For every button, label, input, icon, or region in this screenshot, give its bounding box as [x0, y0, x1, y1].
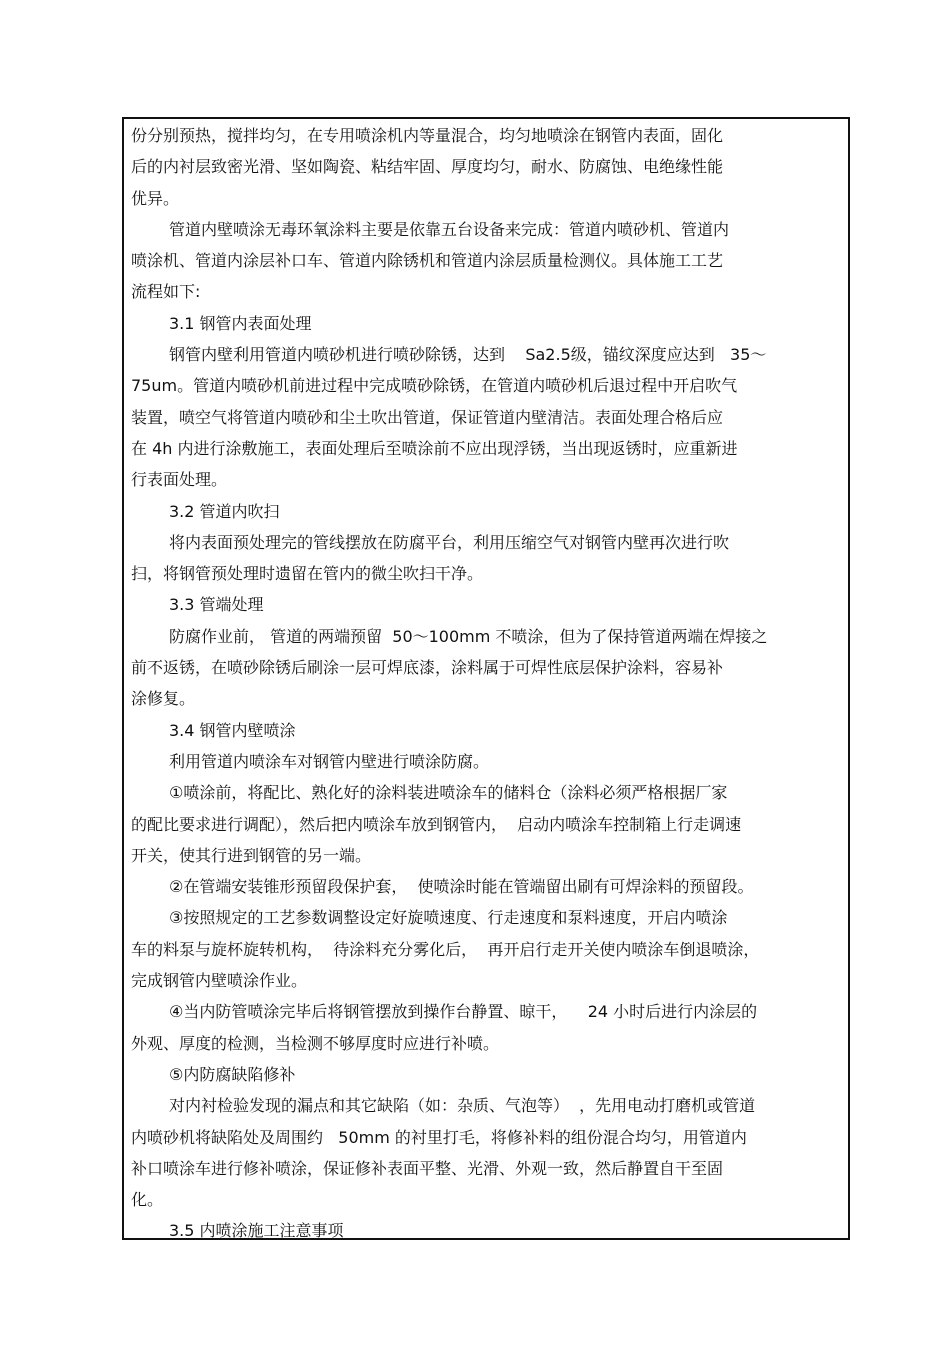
paragraph-start: 将内表面预处理完的管线摆放在防腐平台，利用压缩空气对钢管内壁再次进行吹 [169, 532, 730, 552]
section-heading: 3.1 钢管内表面处理 [169, 313, 312, 333]
paragraph-start: 钢管内壁利用管道内喷砂机进行喷砂除锈，达到 Sa2.5级，锚纹深度应达到 35～ [169, 345, 767, 365]
body-line: 外观、厚度的检测，当检测不够厚度时应进行补喷。 [131, 1033, 500, 1053]
section-heading: 3.4 钢管内壁喷涂 [169, 720, 296, 740]
body-line: 化。 [131, 1190, 164, 1210]
body-line: 车的料泵与旋杯旋转机构， 待涂料充分雾化后， 再开启行走开关使内喷涂车倒退喷涂， [131, 939, 760, 959]
paragraph-start: ①喷涂前，将配比、熟化好的涂料装进喷涂车的储料仓（涂料必须严格根据厂家 [169, 783, 728, 803]
body-line: 完成钢管内壁喷涂作业。 [131, 971, 308, 991]
body-line: 份分别预热，搅拌均匀，在专用喷涂机内等量混合，均匀地喷涂在钢管内表面，固化 [131, 126, 724, 145]
paragraph-start: 利用管道内喷涂车对钢管内壁进行喷涂防腐。 [169, 751, 490, 771]
body-line: 喷涂机、管道内涂层补口车、管道内除锈机和管道内涂层质量检测仪。具体施工工艺 [131, 251, 724, 271]
body-line: 后的内衬层致密光滑、坚如陶瓷、粘结牢固、厚度均匀，耐水、防腐蚀、电绝缘性能 [131, 157, 724, 177]
paragraph-start: 对内衬检验发现的漏点和其它缺陷（如：杂质、气泡等） ，先用电动打磨机或管道 [169, 1096, 756, 1116]
body-line: 的配比要求进行调配），然后把内喷涂车放到钢管内， 启动内喷涂车控制箱上行走调速 [131, 814, 742, 834]
body-line: 装置，喷空气将管道内喷砂和尘土吹出管道，保证管道内壁清洁。表面处理合格后应 [131, 407, 724, 427]
paragraph-start: ④当内防管喷涂完毕后将钢管摆放到操作台静置、晾干， 24 小时后进行内涂层的 [169, 1002, 758, 1022]
body-line: 流程如下: [131, 282, 201, 302]
paragraph-start: 防腐作业前， 管道的两端预留 50～100mm 不喷涂，但为了保持管道两端在焊接之 [169, 626, 768, 646]
body-line: 内喷砂机将缺陷处及周围约 50mm 的衬里打毛，将修补料的组份混合均匀，用管道内 [131, 1127, 747, 1147]
body-line: 75um。管道内喷砂机前进过程中完成喷砂除锈，在管道内喷砂机后退过程中开启吹气 [131, 376, 738, 396]
section-heading: 3.2 管道内吹扫 [169, 501, 280, 521]
body-line: 在 4h 内进行涂敷施工，表面处理后至喷涂前不应出现浮锈，当出现返锈时，应重新进 [131, 438, 738, 458]
section-heading: 3.3 管端处理 [169, 595, 264, 615]
paragraph-start: 管道内壁喷涂无毒环氧涂料主要是依靠五台设备来完成：管道内喷砂机、管道内 [169, 219, 730, 239]
body-line: 行表面处理。 [131, 470, 228, 490]
body-line: 开关，使其行进到钢管的另一端。 [131, 845, 372, 865]
body-line: 涂修复。 [131, 689, 196, 709]
body-line: 优异。 [131, 188, 180, 208]
body-line: 补口喷涂车进行修补喷涂，保证修补表面平整、光滑、外观一致，然后静置自干至固 [131, 1158, 724, 1178]
body-line: 扫，将钢管预处理时遗留在管内的微尘吹扫干净。 [131, 564, 484, 584]
paragraph-start: ③按照规定的工艺参数调整设定好旋喷速度、行走速度和泵料速度，开启内喷涂 [169, 908, 728, 928]
paragraph-start: ②在管端安装锥形预留段保护套， 使喷涂时能在管端留出刷有可焊涂料的预留段。 [169, 877, 754, 897]
body-line: 前不返锈，在喷砂除锈后刷涂一层可焊底漆，涂料属于可焊性底层保护涂料，容易补 [131, 658, 724, 678]
section-heading: 3.5 内喷涂施工注意事项 [169, 1221, 344, 1241]
document-body [131, 120, 843, 1247]
section-heading: ⑤内防腐缺陷修补 [169, 1064, 296, 1084]
